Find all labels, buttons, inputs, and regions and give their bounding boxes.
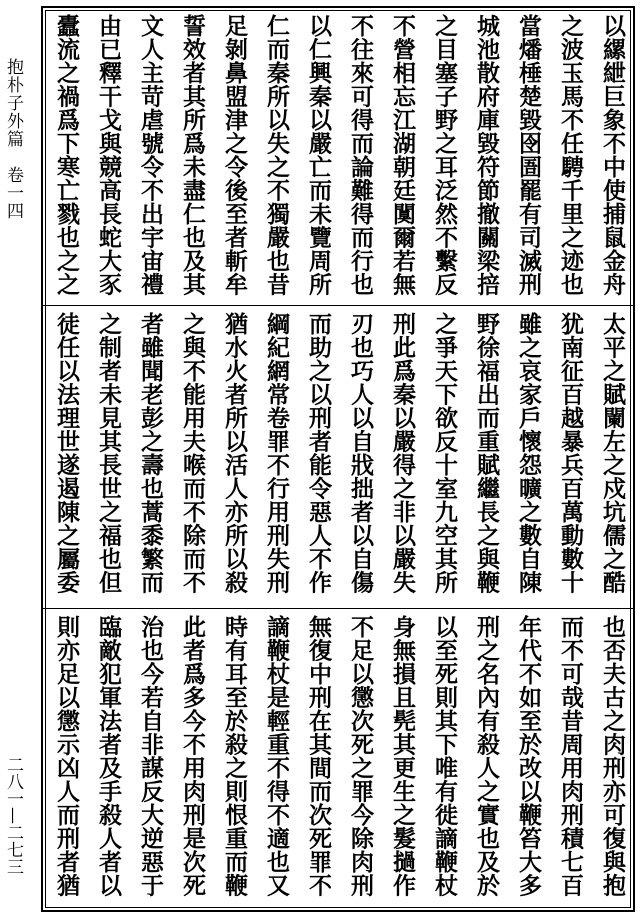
text-column: 以縲紲巨象不中使捕鼠金舟 [599,14,626,296]
text-columns-bottom [43,615,633,906]
text-column: 之波玉馬不任騁千里之迹也 [557,14,584,296]
text-column: 刑之名內有殺人之實也及於 [473,615,500,897]
text-column: 之目塞子野之耳泛然不繫反 [431,14,458,296]
text-column: 不往來可得而論難得而行也 [347,14,374,296]
text-column: 之制者未見其長世之福也但 [95,312,122,594]
text-column: 而不可哉昔周用肉刑積七百 [557,615,584,897]
page-number: 二八一—二七三 [3,756,23,875]
text-column: 不營相忘江湖朝廷闃爾若無 [389,14,416,296]
text-column: 由已釋干戈與競高長蛇大豕 [95,14,122,296]
text-column: 謫鞭杖是輕重不得不適也又 [263,615,290,897]
text-columns-top [43,14,633,298]
text-column: 以仁興秦以嚴亡而未覽周所 [305,14,332,296]
text-column: 猶水火者所以活人亦所以殺 [221,312,248,594]
panel-bottom [43,608,633,910]
text-column: 誓效者其所爲未盡仁也及其 [179,14,206,296]
text-column: 徒任以法理世遂遏陳之屬委 [53,312,80,594]
text-column: 刃也巧人以自戕拙者以自傷 [347,312,374,594]
panel-middle [43,305,633,605]
text-column: 此者爲多今不用肉刑是次死 [179,615,206,897]
text-column: 之爭天下欲反十室九空其所 [431,312,458,594]
text-column: 臨敵犯軍法者及手殺人者以 [95,615,122,897]
text-column: 治也今若自非謀反大逆惡于 [137,615,164,897]
text-column: 雖之哀家戶懷怨曠之數自陳 [515,312,542,594]
text-column: 刑此爲秦以嚴得之非以嚴失 [389,312,416,594]
text-column: 綱紀網常卷罪不行用刑失刑 [263,312,290,594]
text-column: 太平之賦闌左之戍坑儒之酷 [599,312,626,594]
text-column: 而助之以刑者能令惡人不作 [305,312,332,594]
text-column: 者雖聞老彭之壽也蒿黍繁而 [137,312,164,594]
text-column: 無復中刑在其間而次死罪不 [305,615,332,897]
panel-top [43,8,633,302]
text-column: 野徐福出而重賦繼長之與鞭 [473,312,500,594]
text-column: 文人主苛虐號令不出宇宙禮 [137,14,164,296]
text-column: 以至死則其下唯有徙謫鞭杖 [431,615,458,897]
text-column: 城池散府庫毀符節撤關梁掊 [473,14,500,296]
text-column: 足剝鼻盟津之令後至者斬牟 [221,14,248,296]
text-column: 之與不能用夫喉而不除而不 [179,312,206,594]
text-column: 則亦足以懲示凶人而刑者猶 [53,615,80,897]
text-column: 不足以懲次死之罪今除肉刑 [347,615,374,897]
text-column: 也否夫古之肉刑亦可復與抱 [599,615,626,897]
text-column: 年代不如至於改以鞭笞大多 [515,615,542,897]
text-column: 時有耳至於殺之則恨重而鞭 [221,615,248,897]
margin-title: 抱朴子外篇 卷一四 [3,58,23,220]
text-column: 身無損且髡其更生之髮撾作 [389,615,416,897]
text-column: 蠹流之禍爲下寒亡戮也之之 [53,14,80,296]
text-column: 當燔棰楚毀囹圄罷有司滅刑 [515,14,542,296]
text-column: 犹南征百越暴兵百萬動數十 [557,312,584,594]
text-column: 仁而秦所以失之不獨嚴也昔 [263,14,290,296]
text-columns-middle [43,312,633,601]
